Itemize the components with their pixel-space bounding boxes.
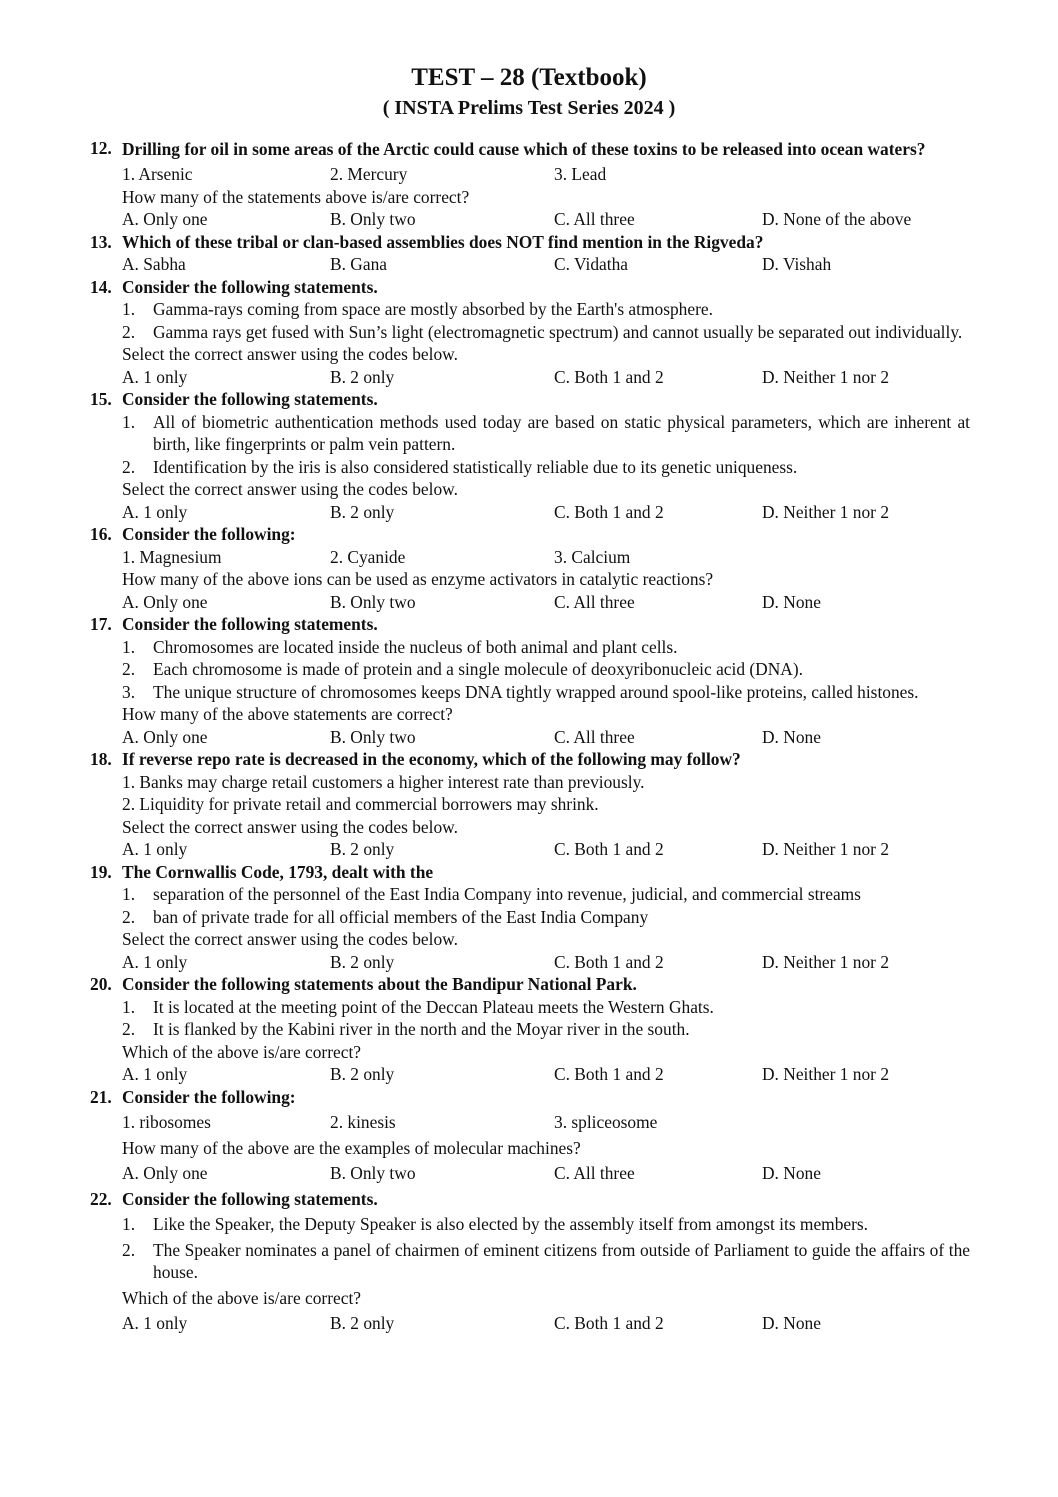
question-16 bbox=[90, 523, 970, 613]
page-subtitle: ( INSTA Prelims Test Series 2024 ) bbox=[382, 97, 676, 119]
option-d: D. None bbox=[762, 591, 821, 612]
question-prompt: How many of the statements above is/are correct? bbox=[122, 186, 470, 207]
item: 3. spliceosome bbox=[554, 1112, 658, 1132]
statement bbox=[122, 996, 970, 1019]
statement bbox=[122, 321, 970, 344]
statement-number: 2. bbox=[122, 456, 136, 477]
option-a: A. Sabha bbox=[122, 254, 186, 274]
statement-text: It is flanked by the Kabini river in the north and the Moyar river in the south. bbox=[153, 1019, 690, 1039]
option-c: C. All three bbox=[554, 1163, 635, 1183]
question-prompt: Select the correct answer using the codes below. bbox=[122, 929, 458, 949]
item: 1. Magnesium bbox=[122, 546, 222, 567]
statement-number: 1. bbox=[122, 996, 136, 1017]
statement-number: 1. bbox=[122, 636, 136, 657]
option-c: C. Both 1 and 2 bbox=[554, 1313, 664, 1333]
options-row bbox=[122, 591, 970, 614]
item-row bbox=[122, 546, 970, 569]
option-b: B. Only two bbox=[330, 1163, 416, 1183]
statement-text: The Speaker nominates a panel of chairmen of eminent citizens from outside of Parliament to guide the affairs of the house. bbox=[153, 1239, 970, 1282]
question-prompt: Which of the above is/are correct? bbox=[122, 1287, 361, 1308]
option-d: D. Neither 1 nor 2 bbox=[762, 1064, 890, 1084]
question-18 bbox=[90, 748, 970, 861]
question-text: Consider the following statements about the Bandipur National Park. bbox=[122, 974, 637, 994]
question-number: 13. bbox=[90, 231, 112, 252]
option-a: A. 1 only bbox=[122, 839, 188, 859]
options-row bbox=[122, 253, 970, 276]
question-prompt: Select the correct answer using the codes below. bbox=[122, 344, 458, 364]
item-row bbox=[122, 1111, 970, 1134]
question-prompt: How many of the above statements are correct? bbox=[122, 704, 453, 724]
statement-text: All of biometric authentication methods used today are based on static physical parameters, which are inherent at birth, like fingerprints or palm vein pattern. bbox=[153, 411, 970, 454]
question-text: Drilling for oil in some areas of the Arctic could cause which of these toxins to be released into ocean waters? bbox=[122, 139, 926, 159]
question-text: Consider the following statements. bbox=[122, 614, 378, 634]
question-number: 22. bbox=[90, 1188, 112, 1209]
statement bbox=[122, 1239, 970, 1284]
question-number: 14. bbox=[90, 276, 112, 297]
question-12 bbox=[90, 137, 970, 231]
statement-number: 1. bbox=[122, 1214, 136, 1234]
options-row bbox=[122, 366, 970, 389]
option-c: C. Both 1 and 2 bbox=[554, 366, 664, 387]
question-text: If reverse repo rate is decreased in the economy, which of the following may follow? bbox=[122, 749, 741, 769]
statement-number: 2. bbox=[122, 1019, 136, 1039]
question-19 bbox=[90, 861, 970, 974]
item: 3. Lead bbox=[554, 164, 607, 184]
option-d: D. Vishah bbox=[762, 254, 832, 274]
option-a: A. Only one bbox=[122, 1163, 208, 1183]
option-a: A. 1 only bbox=[122, 1064, 188, 1084]
item: 1. ribosomes bbox=[122, 1112, 211, 1132]
statement bbox=[122, 658, 970, 681]
option-c: C. All three bbox=[554, 591, 635, 612]
question-20 bbox=[90, 973, 970, 1086]
question-prompt: Which of the above is/are correct? bbox=[122, 1041, 361, 1062]
statement-text: The unique structure of chromosomes keeps DNA tightly wrapped around spool-like proteins, called histones. bbox=[153, 681, 919, 702]
item: 2. kinesis bbox=[330, 1112, 396, 1132]
option-b: B. Gana bbox=[330, 254, 387, 274]
options-row bbox=[122, 501, 970, 524]
statement-text: Each chromosome is made of protein and a single molecule of deoxyribonucleic acid (DNA). bbox=[153, 659, 804, 679]
question-text: The Cornwallis Code, 1793, dealt with the bbox=[122, 861, 434, 882]
statement bbox=[122, 411, 970, 456]
question-text: Consider the following: bbox=[122, 1086, 296, 1107]
option-d: D. None bbox=[762, 1163, 821, 1183]
statement-text: Identification by the iris is also considered statistically reliable due to its genetic uniqueness. bbox=[153, 456, 798, 477]
option-a: A. Only one bbox=[122, 726, 208, 747]
question-17 bbox=[90, 613, 970, 748]
question-text: Consider the following statements. bbox=[122, 1188, 378, 1209]
options-row bbox=[122, 1312, 970, 1335]
question-text: Consider the following statements. bbox=[122, 389, 378, 409]
statement-text: Chromosomes are located inside the nucleus of both animal and plant cells. bbox=[153, 636, 678, 657]
question-13 bbox=[90, 231, 970, 276]
item: 1. Arsenic bbox=[122, 164, 193, 184]
options-row bbox=[122, 1063, 970, 1086]
question-number: 12. bbox=[90, 138, 112, 158]
option-a: A. 1 only bbox=[122, 951, 188, 972]
statement-text: Like the Speaker, the Deputy Speaker is also elected by the assembly itself from amongst its members. bbox=[153, 1214, 869, 1234]
statement bbox=[122, 636, 970, 659]
statement bbox=[122, 1018, 970, 1041]
statement-number: 1. bbox=[122, 884, 136, 904]
option-d: D. None bbox=[762, 1313, 821, 1333]
statement-number: 3. bbox=[122, 681, 136, 702]
option-a: A. 1 only bbox=[122, 366, 188, 387]
statement-number: 1. bbox=[122, 411, 136, 432]
statement-text: separation of the personnel of the East India Company into revenue, judicial, and commercial streams bbox=[153, 884, 861, 904]
option-d: D. Neither 1 nor 2 bbox=[762, 951, 890, 972]
statement bbox=[122, 906, 970, 929]
options-row bbox=[122, 726, 970, 749]
option-c: C. Both 1 and 2 bbox=[554, 1064, 664, 1084]
question-prompt: How many of the above are the examples of molecular machines? bbox=[122, 1137, 581, 1158]
question-14 bbox=[90, 276, 970, 389]
question-number: 20. bbox=[90, 974, 112, 994]
question-number: 17. bbox=[90, 614, 112, 634]
option-c: C. All three bbox=[554, 209, 635, 229]
question-prompt: How many of the above ions can be used as enzyme activators in catalytic reactions? bbox=[122, 569, 714, 589]
question-number: 15. bbox=[90, 389, 112, 409]
page-title: TEST – 28 (Textbook) bbox=[411, 64, 647, 91]
item: 3. Calcium bbox=[554, 546, 631, 567]
option-a: A. 1 only bbox=[122, 501, 188, 522]
statement-text: ban of private trade for all official members of the East India Company bbox=[153, 906, 649, 927]
statement bbox=[122, 456, 970, 479]
statement bbox=[122, 298, 970, 321]
statement bbox=[122, 1213, 970, 1236]
question-prompt: Select the correct answer using the codes below. bbox=[122, 816, 458, 837]
option-d: D. Neither 1 nor 2 bbox=[762, 366, 890, 387]
options-row bbox=[122, 838, 970, 861]
item: 2. Mercury bbox=[330, 164, 408, 184]
option-b: B. 2 only bbox=[330, 839, 395, 859]
question-22 bbox=[90, 1188, 970, 1335]
option-d: D. None of the above bbox=[762, 209, 912, 229]
option-c: C. All three bbox=[554, 726, 635, 747]
statement-text: It is located at the meeting point of the Deccan Plateau meets the Western Ghats. bbox=[153, 996, 714, 1017]
statement bbox=[122, 883, 970, 906]
question-number: 16. bbox=[90, 524, 112, 544]
question-list bbox=[90, 137, 970, 1335]
statement-number: 2. bbox=[122, 321, 136, 342]
statement-line: 2. Liquidity for private retail and commercial borrowers may shrink. bbox=[122, 794, 599, 814]
option-b: B. Only two bbox=[330, 726, 416, 747]
option-b: B. 2 only bbox=[330, 1313, 395, 1333]
statement-number: 1. bbox=[122, 299, 136, 319]
statement-text: Gamma rays get fused with Sun’s light (electromagnetic spectrum) and cannot usually be separated out individually. bbox=[153, 321, 963, 342]
option-d: D. Neither 1 nor 2 bbox=[762, 839, 890, 859]
statement-text: Gamma-rays coming from space are mostly absorbed by the Earth's atmosphere. bbox=[153, 299, 713, 319]
question-text: Consider the following: bbox=[122, 524, 296, 544]
statement-number: 2. bbox=[122, 906, 136, 927]
question-number: 19. bbox=[90, 861, 112, 882]
question-21 bbox=[90, 1086, 970, 1185]
option-c: C. Both 1 and 2 bbox=[554, 501, 664, 522]
statement-number: 2. bbox=[122, 659, 136, 679]
option-b: B. 2 only bbox=[330, 501, 395, 522]
option-b: B. 2 only bbox=[330, 951, 395, 972]
statement-number: 2. bbox=[122, 1239, 136, 1260]
question-text: Consider the following statements. bbox=[122, 276, 378, 297]
option-c: C. Both 1 and 2 bbox=[554, 951, 664, 972]
question-prompt: Select the correct answer using the codes below. bbox=[122, 479, 458, 499]
option-b: B. Only two bbox=[330, 591, 416, 612]
options-row bbox=[122, 1162, 970, 1185]
options-row bbox=[122, 208, 970, 231]
options-row bbox=[122, 951, 970, 974]
option-c: C. Vidatha bbox=[554, 254, 628, 274]
question-number: 18. bbox=[90, 749, 112, 769]
item-row bbox=[122, 163, 970, 186]
option-a: A. 1 only bbox=[122, 1313, 188, 1333]
question-number: 21. bbox=[90, 1086, 112, 1107]
question-text: Which of these tribal or clan-based assemblies does NOT find mention in the Rigveda? bbox=[122, 231, 764, 252]
statement bbox=[122, 681, 970, 704]
item: 2. Cyanide bbox=[330, 546, 406, 567]
question-15 bbox=[90, 388, 970, 523]
option-d: D. Neither 1 nor 2 bbox=[762, 501, 890, 522]
option-b: B. Only two bbox=[330, 209, 416, 229]
option-d: D. None bbox=[762, 726, 821, 747]
option-b: B. 2 only bbox=[330, 366, 395, 387]
option-a: A. Only one bbox=[122, 209, 208, 229]
option-a: A. Only one bbox=[122, 591, 208, 612]
statement-line: 1. Banks may charge retail customers a higher interest rate than previously. bbox=[122, 771, 645, 792]
option-b: B. 2 only bbox=[330, 1064, 395, 1084]
option-c: C. Both 1 and 2 bbox=[554, 839, 664, 859]
